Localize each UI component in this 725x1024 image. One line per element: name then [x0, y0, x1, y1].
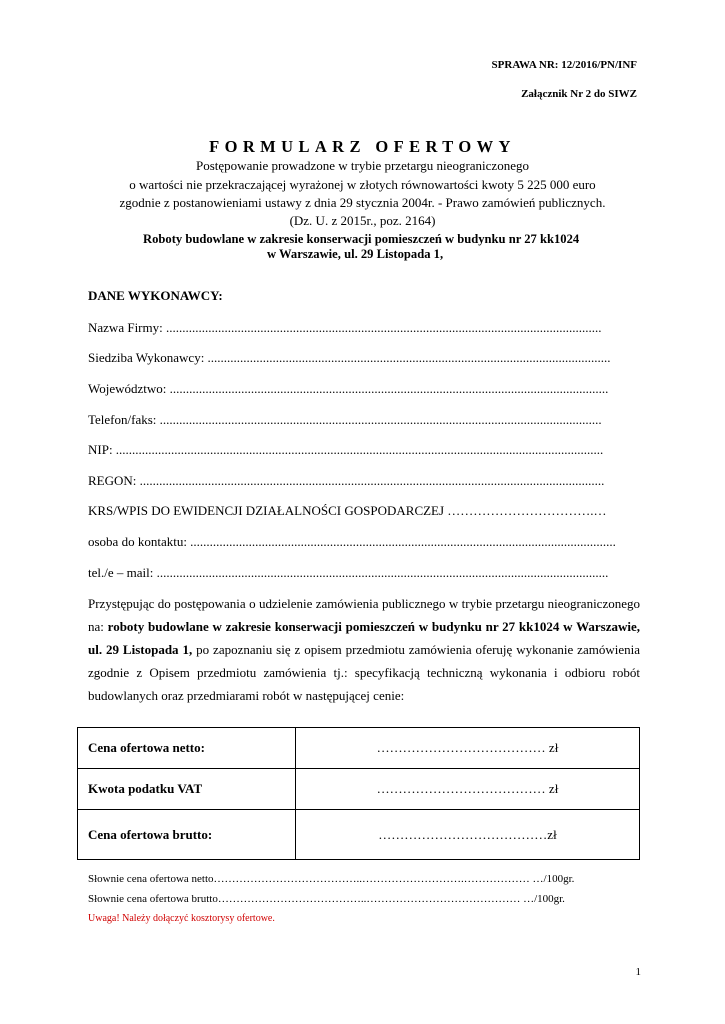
field-contractor-seat[interactable]: Siedziba Wykonawcy: ............................................................................................................................ — [88, 350, 611, 365]
intro-line: o wartości nie przekraczającej wyrażonej w złotych równowartości kwoty 5 225 000 euro — [129, 177, 596, 192]
intro-line: (Dz. U. z 2015r., poz. 2164) — [289, 213, 436, 228]
offer-paragraph-text: po zapoznaniu się z opisem przedmiotu zamówienia oferuję wykonanie zamówienia zgodnie z Opisem przedmiotu zamówienia tj.: specyfikacją techniczną wykonania i odbioru robót budowlanych oraz przedmiarami robót w następującej cenie: — [88, 642, 640, 703]
subject-line: Roboty budowlane w zakresie konserwacji pomieszczeń w budynku nr 27 kk1024 — [143, 232, 580, 246]
case-number: SPRAWA NR: 12/2016/PN/INF — [491, 59, 637, 71]
field-regon[interactable]: REGON: ............................................................................................................................................... — [88, 473, 605, 488]
field-nip[interactable]: NIP: ...................................................................................................................................................... — [88, 442, 604, 457]
field-voivodeship[interactable]: Województwo: ....................................................................................................................................... — [88, 381, 609, 396]
words-net[interactable]: Słownie cena ofertowa netto…………………………………..……………………….……………… …/100gr. — [88, 873, 575, 885]
price-value-net[interactable]: ………………………………… zł — [296, 728, 640, 769]
offer-paragraph-subject: roboty budowlane w zakresie konserwacji pomieszczeń w budynku nr 27 kk1024 w Warszawie, ul. 29 Listopada 1, — [88, 619, 640, 657]
price-label: Kwota podatku VAT — [78, 769, 296, 810]
offer-paragraph — [88, 592, 640, 707]
price-row-vat — [78, 769, 640, 810]
contractor-heading: DANE WYKONAWCY: — [88, 288, 223, 303]
price-value-gross[interactable]: …………………………………zł — [296, 810, 640, 860]
attachment-label: Załącznik Nr 2 do SIWZ — [521, 88, 637, 100]
field-contact-person[interactable]: osoba do kontaktu: ................................................................................................................................... — [88, 534, 616, 549]
subject-line: w Warszawie, ul. 29 Listopada 1, — [267, 247, 444, 261]
price-row-gross — [78, 810, 640, 860]
field-krs[interactable]: KRS/WPIS DO EWIDENCJI DZIAŁALNOŚCI GOSPODARCZEJ …………………………….… — [88, 503, 607, 518]
price-label: Cena ofertowa netto: — [78, 728, 296, 769]
offer-paragraph-text: Przystępując do postępowania o udzielenie zamówienia publicznego w trybie przetargu nieograniczonego na: — [88, 596, 640, 634]
page-number: 1 — [635, 966, 641, 978]
price-value-vat[interactable]: ………………………………… zł — [296, 769, 640, 810]
form-title: FORMULARZ OFERTOWY — [209, 137, 516, 156]
intro-line: zgodnie z postanowieniami ustawy z dnia 29 stycznia 2004r. - Prawo zamówień publicznych. — [119, 195, 606, 210]
field-company-name[interactable]: Nazwa Firmy: ...................................................................................................................................... — [88, 320, 602, 335]
price-table — [77, 727, 640, 860]
warning-note: Uwaga! Należy dołączyć kosztorysy ofertowe. — [88, 913, 275, 924]
intro-line: Postępowanie prowadzone w trybie przetargu nieograniczonego — [196, 158, 529, 173]
price-label: Cena ofertowa brutto: — [78, 810, 296, 860]
price-row-net — [78, 728, 640, 769]
words-gross[interactable]: Słownie cena ofertowa brutto…………………………………..…………………………………… …/100gr. — [88, 893, 565, 905]
field-tel-email[interactable]: tel./e – mail: ........................................................................................................................................... — [88, 565, 609, 580]
field-phone-fax[interactable]: Telefon/faks: ........................................................................................................................................ — [88, 412, 602, 427]
